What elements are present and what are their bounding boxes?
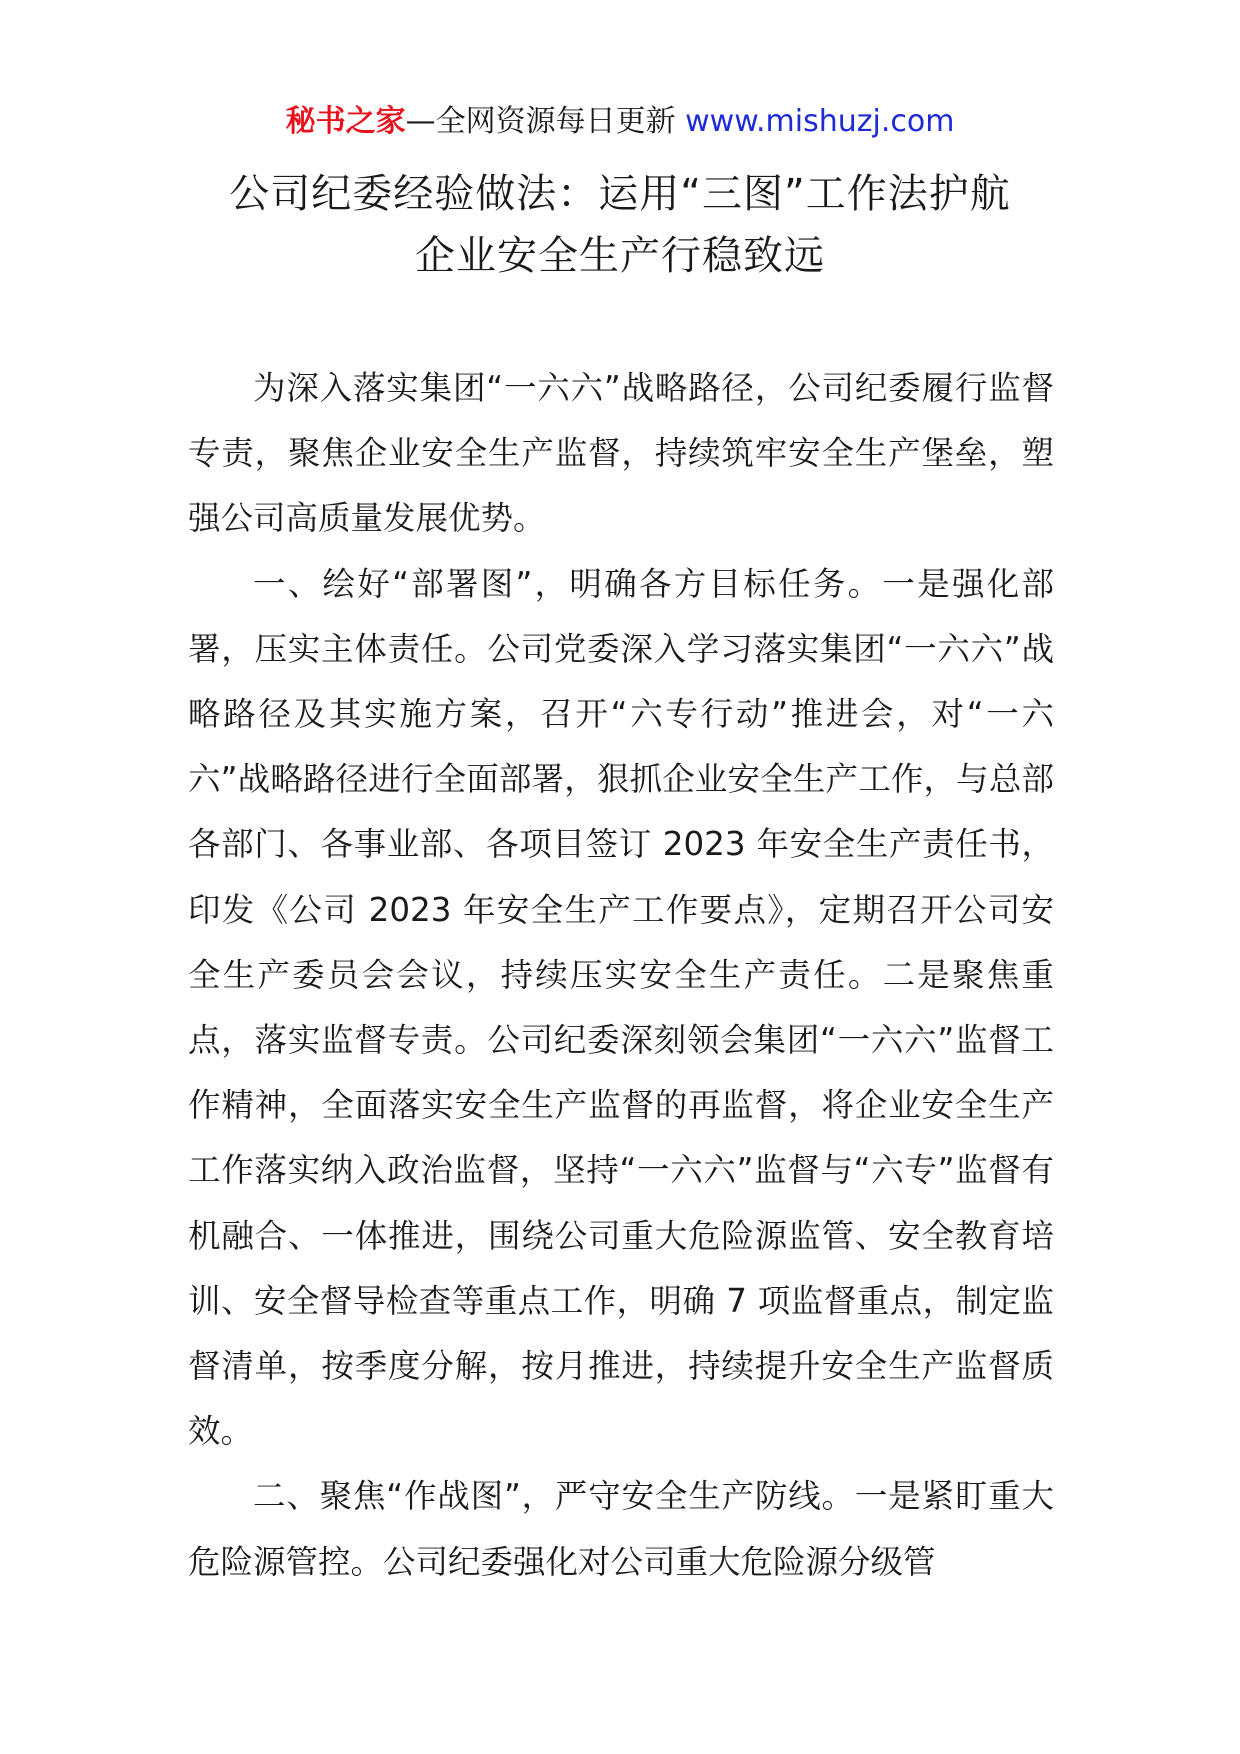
paragraph-intro: 为深入落实集团“一六六”战略路径，公司纪委履行监督专责，聚焦企业安全生产监督，持续筑牢安全生产堡垒，塑强公司高质量发展优势。 bbox=[188, 369, 1054, 538]
brand-name: 秘书之家 bbox=[285, 104, 406, 139]
site-header bbox=[0, 100, 1240, 144]
title-line-1: 公司纪委经验做法：运用“三图”工作法护航 bbox=[229, 171, 1011, 217]
paragraph-section-2: 二、聚焦“作战图”，严守安全生产防线。一是紧盯重大危险源管控。公司纪委强化对公司重大危险源分级管 bbox=[188, 1477, 1054, 1581]
document-body bbox=[188, 356, 1054, 1595]
header-tagline: —全网资源每日更新 bbox=[405, 104, 676, 139]
site-url-link[interactable]: www.mishuzj.com bbox=[685, 104, 955, 139]
paragraph-section-1: 一、绘好“部署图”，明确各方目标任务。一是强化部署，压实主体责任。公司党委深入学习落实集团“一六六”战略路径及其实施方案，召开“六专行动”推进会，对“一六六”战略路径进行全面部署，狠抓企业安全生产工作，与总部各部门、各事业部、各项目签订 2023 年安全生产责任书，印发《公司 2023 年安全生产工作要点》，定期召开公司安全生产委员会会议，持续压实安全生产责任。二是聚焦重点，落实监督专责。公司纪委深刻领会集团“一六六”监督工作精神，全面落实安全生产监督的再监督，将企业安全生产工作落实纳入政治监督，坚持“一六六”监督与“六专”监督有机融合、一体推进，围绕公司重大危险源监管、安全教育培训、安全督导检查等重点工作，明确 7 项监督重点，制定监督清单，按季度分解，按月推进，持续提升安全生产监督质效。 bbox=[188, 564, 1054, 1451]
document-title bbox=[0, 163, 1240, 287]
title-line-2: 企业安全生产行稳致远 bbox=[415, 233, 825, 279]
